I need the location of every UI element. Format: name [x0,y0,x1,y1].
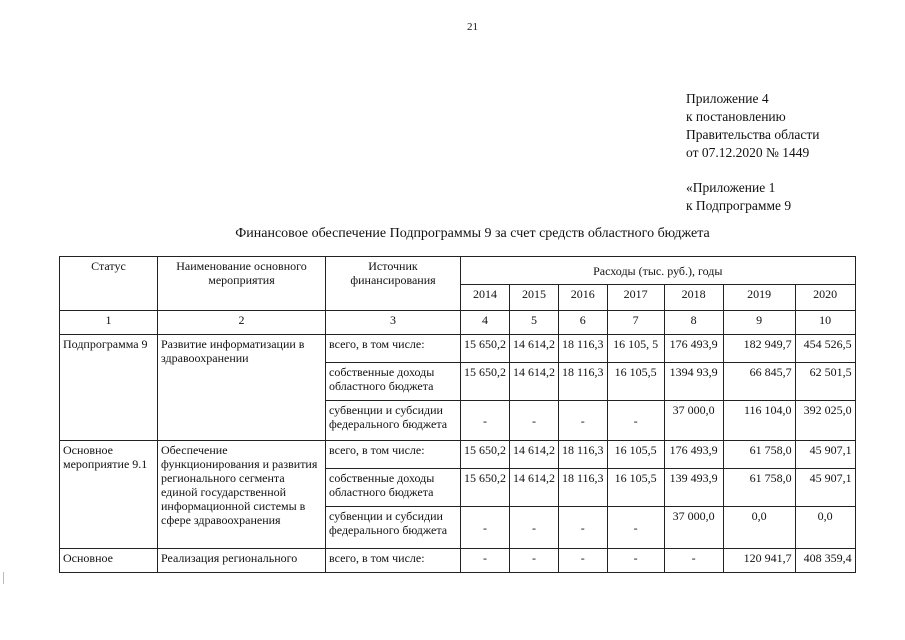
scan-edge-mark [3,572,4,584]
header-year: 2017 [607,285,664,311]
value-cell: 15 650,2 [461,441,510,469]
row-source: всего, в том числе: [326,335,461,363]
row-activity-name: Обеспечение функционирования и развития регионального сегмента единой государственной информационной системы в сфере здравоохранения [158,441,326,549]
column-index: 6 [559,311,608,335]
appendix-line: к постановлению [686,109,786,124]
value-cell: - [559,401,608,441]
column-index: 8 [664,311,723,335]
column-index: 10 [795,311,855,335]
value-cell: 15 650,2 [461,469,510,507]
value-cell: 176 493,9 [664,335,723,363]
column-index: 1 [60,311,158,335]
row-source: собственные доходы областного бюджета [326,469,461,507]
appendix-line: от 07.12.2020 № 1449 [686,145,810,160]
row-source: субвенции и субсидии федерального бюджета [326,401,461,441]
value-cell: 182 949,7 [723,335,795,363]
value-cell: - [559,507,608,549]
value-cell: 408 359,4 [795,549,855,573]
value-cell: - [461,549,510,573]
value-cell: 18 116,3 [559,335,608,363]
value-cell: - [510,549,559,573]
row-status: Подпрограмма 9 [60,335,158,441]
value-cell: - [510,401,559,441]
row-activity-name: Реализация регионального [158,549,326,573]
value-cell: - [607,507,664,549]
value-cell: 0,0 [723,507,795,549]
header-status: Статус [60,257,158,311]
row-source: всего, в том числе: [326,549,461,573]
header-year: 2020 [795,285,855,311]
value-cell: 14 614,2 [510,363,559,401]
value-cell: - [461,507,510,549]
page-number: 21 [467,21,478,33]
value-cell: - [461,401,510,441]
value-cell: 16 105, 5 [607,335,664,363]
appendix-line: Правительства области [686,127,820,142]
finance-table [59,256,856,573]
column-index: 5 [510,311,559,335]
value-cell: 45 907,1 [795,441,855,469]
column-index: 3 [326,311,461,335]
value-cell: - [559,549,608,573]
value-cell: 0,0 [795,507,855,549]
row-status: Основное мероприятие 9.1 [60,441,158,549]
value-cell: 61 758,0 [723,469,795,507]
value-cell: 16 105,5 [607,441,664,469]
row-source: собственные доходы областного бюджета [326,363,461,401]
column-index: 9 [723,311,795,335]
value-cell: 1394 93,9 [664,363,723,401]
header-name: Наименование основного мероприятия [158,257,326,311]
value-cell: 66 845,7 [723,363,795,401]
header-year: 2016 [559,285,608,311]
value-cell: 14 614,2 [510,335,559,363]
value-cell: 176 493,9 [664,441,723,469]
row-activity-name: Развитие информатизации в здравоохранении [158,335,326,441]
column-index: 4 [461,311,510,335]
value-cell: 37 000,0 [664,401,723,441]
value-cell: 62 501,5 [795,363,855,401]
value-cell: 61 758,0 [723,441,795,469]
value-cell: 454 526,5 [795,335,855,363]
value-cell: 14 614,2 [510,441,559,469]
value-cell: 16 105,5 [607,469,664,507]
value-cell: 45 907,1 [795,469,855,507]
appendix-block [686,90,819,215]
value-cell: - [510,507,559,549]
value-cell: 14 614,2 [510,469,559,507]
value-cell: - [607,401,664,441]
value-cell: 37 000,0 [664,507,723,549]
row-source: субвенции и субсидии федерального бюджета [326,507,461,549]
value-cell: 18 116,3 [559,363,608,401]
column-index: 7 [607,311,664,335]
value-cell: 18 116,3 [559,469,608,507]
value-cell: 18 116,3 [559,441,608,469]
value-cell: 15 650,2 [461,335,510,363]
value-cell: 15 650,2 [461,363,510,401]
row-source: всего, в том числе: [326,441,461,469]
value-cell: - [607,549,664,573]
appendix-line: Приложение 4 [686,91,769,106]
document-title: Финансовое обеспечение Подпрограммы 9 за счет средств областного бюджета [235,226,710,241]
header-year: 2014 [461,285,510,311]
column-index: 2 [158,311,326,335]
header-expenses: Расходы (тыс. руб.), годы [461,257,856,285]
header-source: Источник финансирования [326,257,461,311]
appendix-quote-line: к Подпрограмме 9 [686,198,792,213]
value-cell: 120 941,7 [723,549,795,573]
value-cell: 139 493,9 [664,469,723,507]
appendix-quote-line: «Приложение 1 [686,180,776,195]
header-year: 2019 [723,285,795,311]
value-cell: 392 025,0 [795,401,855,441]
header-year: 2018 [664,285,723,311]
row-status: Основное [60,549,158,573]
value-cell: - [664,549,723,573]
value-cell: 116 104,0 [723,401,795,441]
header-year: 2015 [510,285,559,311]
value-cell: 16 105,5 [607,363,664,401]
